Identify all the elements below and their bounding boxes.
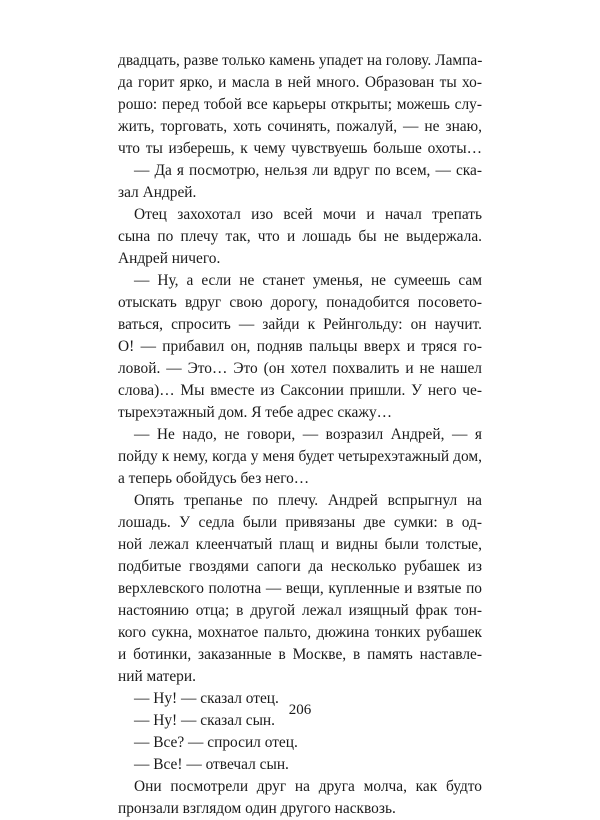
text-line: лошадь. У седла были привязаны две сумки: в од- — [118, 514, 482, 531]
text-line: да горит ярко, и масла в ней много. Образован ты хо- — [118, 74, 482, 91]
text-line: ловой. — Это… Это (он хотел похвалить и не нашел — [118, 360, 482, 377]
text-line: тырехэтажный дом. Я тебе адрес скажу… — [118, 404, 393, 421]
text-line: — Все! — отвечал сын. — [134, 756, 289, 773]
text-line: и ботинки, заказанные в Москве, в память наставле- — [118, 646, 482, 663]
text-line: О! — прибавил он, подняв пальцы вверх и тряся го- — [118, 338, 482, 355]
text-line: кого сукна, мохнатое пальто, дюжина тонких рубашек — [118, 624, 482, 641]
text-line: что ты изберешь, к чему чувствуешь больше охоты… — [118, 140, 482, 157]
text-line: ний матери. — [118, 668, 196, 685]
text-line: Они посмотрели друг на друга молча, как будто — [134, 778, 482, 795]
text-line: пойду к нему, когда у меня будет четырехэтажный дом, — [118, 448, 482, 465]
text-line: жить, торговать, хоть сочинять, пожалуй, — не знаю, — [118, 118, 482, 135]
text-line: зал Андрей. — [118, 184, 197, 201]
text-line: — Ну! — сказал сын. — [134, 712, 275, 729]
text-line: Опять трепанье по плечу. Андрей вспрыгнул на — [134, 492, 482, 509]
page-number: 206 — [288, 702, 312, 718]
text-line: Андрей ничего. — [118, 250, 221, 267]
text-line: настоянию отца; в другой лежал изящный фрак тон- — [118, 602, 482, 619]
text-line: ной лежал клеенчатый плащ и видны были толстые, — [118, 536, 482, 553]
text-line: ваться, спросить — зайди к Рейнгольду: он научит. — [118, 316, 482, 333]
text-line: отыскать вдруг свою дорогу, понадобится посовето- — [118, 294, 482, 311]
text-line: — Не надо, не говори, — возразил Андрей, — я — [134, 426, 482, 443]
text-line: рошо: перед тобой все карьеры открыты; можешь слу- — [118, 96, 482, 113]
text-line: — Ну, а если не станет уменья, не сумеешь сам — [134, 272, 482, 289]
text-line: пронзали взглядом один другого насквозь. — [118, 800, 396, 817]
text-line: сына по плечу так, что и лошадь бы не выдержала. — [118, 228, 482, 245]
text-line: а теперь обойдусь без него… — [118, 470, 310, 487]
text-line: — Да я посмотрю, нельзя ли вдруг по всем, — ска- — [134, 162, 482, 179]
text-line: — Ну! — сказал отец. — [134, 690, 279, 707]
text-line: подбитые гвоздями сапоги да несколько рубашек из — [118, 558, 482, 575]
text-line: — Все? — спросил отец. — [134, 734, 298, 751]
text-line: верхлевского полотна — вещи, купленные и взятые по — [118, 580, 482, 597]
text-line: слова)… Мы вместе из Саксонии пришли. У него че- — [118, 382, 482, 399]
text-line: двадцать, разве только камень упадет на голову. Лампа- — [118, 52, 482, 69]
text-line: Отец захохотал изо всей мочи и начал трепать — [134, 206, 482, 223]
